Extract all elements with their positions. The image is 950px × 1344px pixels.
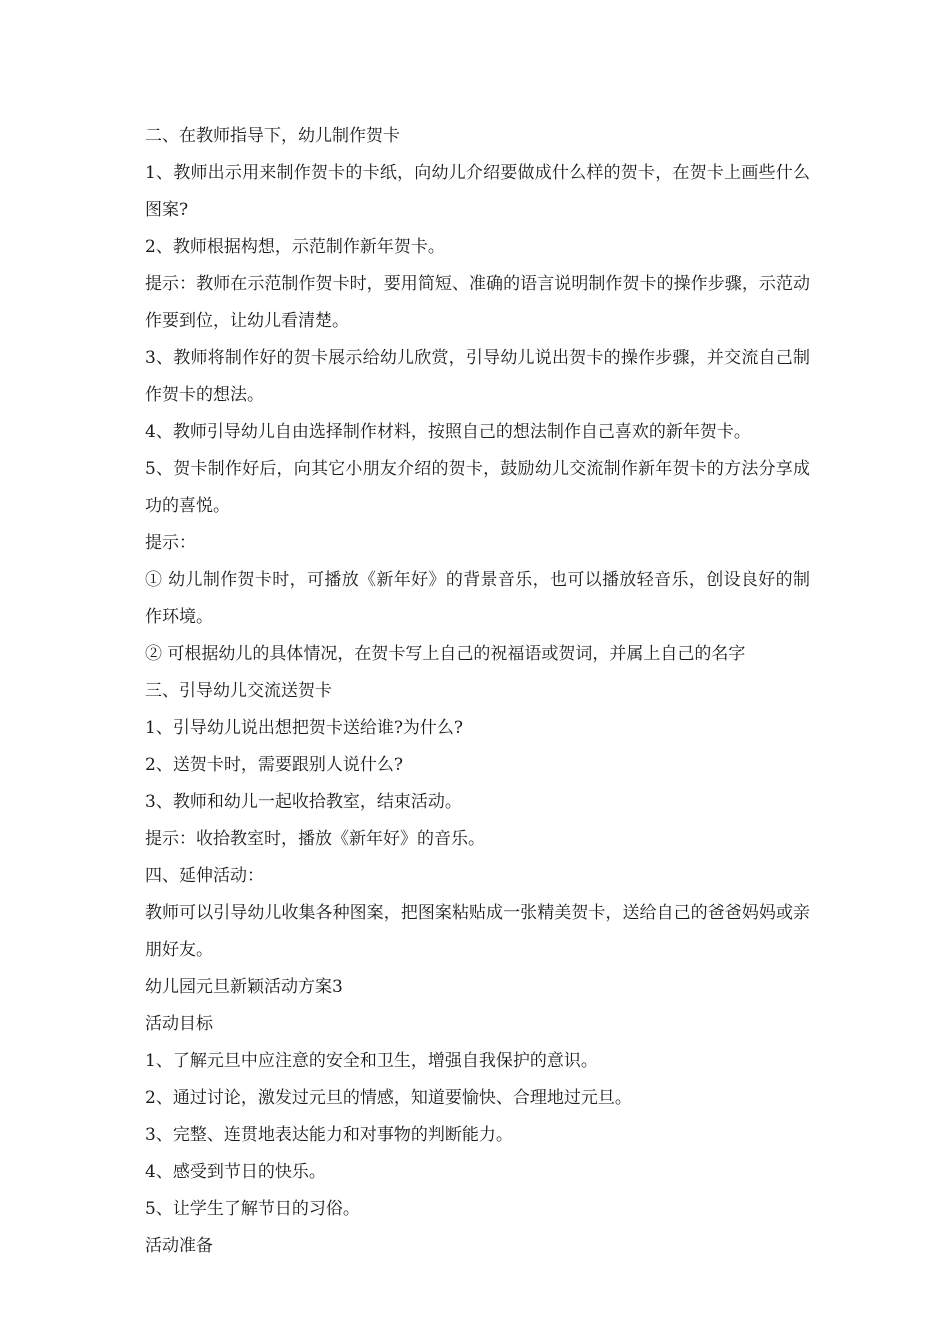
paragraph: 3、教师将制作好的贺卡展示给幼儿欣赏，引导幼儿说出贺卡的操作步骤，并交流自己制作贺卡的想法。 <box>145 348 810 405</box>
section-heading: 活动目标 <box>145 1014 213 1034</box>
tip-paragraph: 提示：收拾教室时，播放《新年好》的音乐。 <box>145 829 485 849</box>
document-body <box>145 118 810 1265</box>
section-heading: 四、延伸活动： <box>145 866 264 886</box>
tip-paragraph: 提示：教师在示范制作贺卡时，要用简短、准确的语言说明制作贺卡的操作步骤，示范动作要到位，让幼儿看清楚。 <box>145 274 810 331</box>
paragraph: 2、教师根据构想，示范制作新年贺卡。 <box>145 237 445 257</box>
list-item: 2、通过讨论，激发过元旦的情感，知道要愉快、合理地过元旦。 <box>145 1088 632 1108</box>
list-item: 3、完整、连贯地表达能力和对事物的判断能力。 <box>145 1125 513 1145</box>
document-title: 幼儿园元旦新颖活动方案3 <box>145 977 343 997</box>
paragraph: 4、教师引导幼儿自由选择制作材料，按照自己的想法制作自己喜欢的新年贺卡。 <box>145 422 751 442</box>
paragraph: 5、贺卡制作好后，向其它小朋友介绍的贺卡，鼓励幼儿交流制作新年贺卡的方法分享成功的喜悦。 <box>145 459 810 516</box>
list-item: 4、感受到节日的快乐。 <box>145 1162 326 1182</box>
section-heading: 二、在教师指导下，幼儿制作贺卡 <box>145 126 400 146</box>
list-item: 5、让学生了解节日的习俗。 <box>145 1199 360 1219</box>
paragraph: 教师可以引导幼儿收集各种图案，把图案粘贴成一张精美贺卡，送给自己的爸爸妈妈或亲朋好友。 <box>145 903 810 960</box>
section-heading: 三、引导幼儿交流送贺卡 <box>145 681 332 701</box>
paragraph: 3、教师和幼儿一起收拾教室，结束活动。 <box>145 792 462 812</box>
tip-item: ② 可根据幼儿的具体情况，在贺卡写上自己的祝福语或贺词，并属上自己的名字 <box>145 644 746 664</box>
paragraph: 2、送贺卡时，需要跟别人说什么? <box>145 755 403 775</box>
section-heading: 活动准备 <box>145 1236 213 1256</box>
paragraph: 1、教师出示用来制作贺卡的卡纸，向幼儿介绍要做成什么样的贺卡，在贺卡上画些什么图案? <box>145 163 810 220</box>
list-item: 1、了解元旦中应注意的安全和卫生，增强自我保护的意识。 <box>145 1051 598 1071</box>
tip-item: ① 幼儿制作贺卡时，可播放《新年好》的背景音乐，也可以播放轻音乐，创设良好的制作环境。 <box>145 570 810 627</box>
tip-heading: 提示： <box>145 533 196 553</box>
paragraph: 1、引导幼儿说出想把贺卡送给谁?为什么? <box>145 718 464 738</box>
